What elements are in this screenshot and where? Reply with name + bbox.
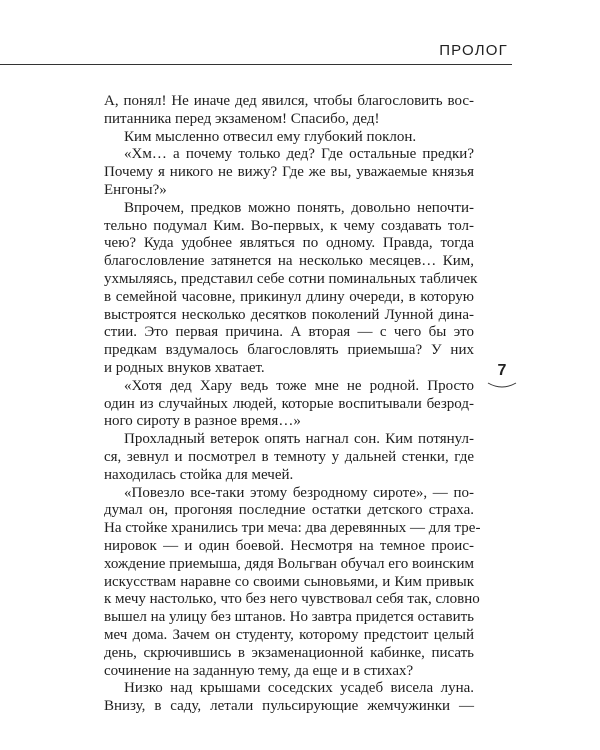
- text-line: ухмыляясь, представил себе сотни поминальных табличек: [104, 270, 478, 287]
- text-line: «Повезло все-таки этому безродному сироте», — по-: [124, 484, 474, 501]
- body-text: [104, 93, 481, 716]
- text-line: Прохладный ветерок опять нагнал сон. Ким потянул-: [124, 431, 474, 448]
- text-line: Низко над крышами соседских усадеб висела луна.: [124, 680, 474, 697]
- text-line: искусствам наравне со своими сыновьями, и Ким привык: [104, 573, 474, 590]
- text-line: Ким мысленно отвесил ему глубокий поклон.: [124, 128, 417, 145]
- text-line: предкам вздумалось благословлять приемыша? У них: [104, 342, 474, 359]
- text-line: хождение приемыша, дядя Вольгван обучал его воинским: [104, 555, 474, 572]
- page-number-marker: [487, 362, 517, 391]
- text-line: Внизу, в саду, летали пульсирующие жемчужинки —: [104, 698, 474, 715]
- text-line: «Хм… а почему только дед? Где остальные предки?: [124, 146, 474, 163]
- text-line: ного сироту в разное время…»: [104, 413, 301, 430]
- text-line: думал он, прогоняя последние остатки детского страха.: [104, 502, 474, 519]
- text-line: выстроятся несколько десятков поколений Лунной дина-: [104, 306, 474, 323]
- text-line: А, понял! Не иначе дед явился, чтобы благословить вос-: [104, 93, 474, 109]
- text-line: находилась стойка для мечей.: [104, 466, 294, 483]
- text-line: тельно подумал Ким. Во-первых, к чему создавать тол-: [104, 217, 474, 234]
- text-line: один из случайных людей, которые воспитывали безрод-: [104, 395, 474, 412]
- text-line: сочинение на заданную тему, да еще и в стихах?: [104, 662, 414, 679]
- text-line: «Хотя дед Хару ведь тоже мне не родной. Просто: [124, 377, 474, 394]
- text-line: меч дома. Зачем он студенту, которому предстоит целый: [104, 626, 474, 643]
- text-line: день, скрючившись в экзаменационной кабинке, писать: [104, 644, 474, 661]
- text-line: в семейной часовне, прикинул длину очереди, в которую: [104, 288, 474, 305]
- running-head-title: ПРОЛОГ: [439, 42, 508, 59]
- text-line: Почему я никого не вижу? Где же вы, уважаемые князья: [104, 164, 474, 181]
- text-line: вышел на улицу без штанов. Но завтра придется оставить: [104, 609, 475, 626]
- page-number: 7: [497, 362, 507, 379]
- text-line: к мечу настолько, что без него чувствовал себя так, словно: [104, 591, 480, 608]
- text-line: благословление затянется на несколько месяцев… Ким,: [104, 253, 474, 270]
- text-line: На стойке хранились три меча: два деревянных — для тре-: [104, 520, 481, 537]
- text-line: нировок — и один боевой. Несмотря на темное проис-: [104, 537, 474, 554]
- text-line: ся, зевнул и посмотрел в темноту у дальней стенки, где: [104, 448, 474, 465]
- text-line: Впрочем, предков можно понять, довольно непочти-: [124, 199, 474, 216]
- text-line: чею? Куда удобнее являться по одному. Правда, тогда: [104, 235, 474, 252]
- text-line: стии. Это первая причина. А вторая — с чего бы это: [104, 324, 474, 341]
- text-line: питанника перед экзаменом! Спасибо, дед!: [104, 110, 380, 127]
- page-number-arc-ornament: [487, 381, 517, 391]
- text-line: Енгоны?»: [104, 181, 167, 198]
- header-rule: [0, 64, 512, 65]
- text-line: и родных внуков хватает.: [104, 359, 265, 376]
